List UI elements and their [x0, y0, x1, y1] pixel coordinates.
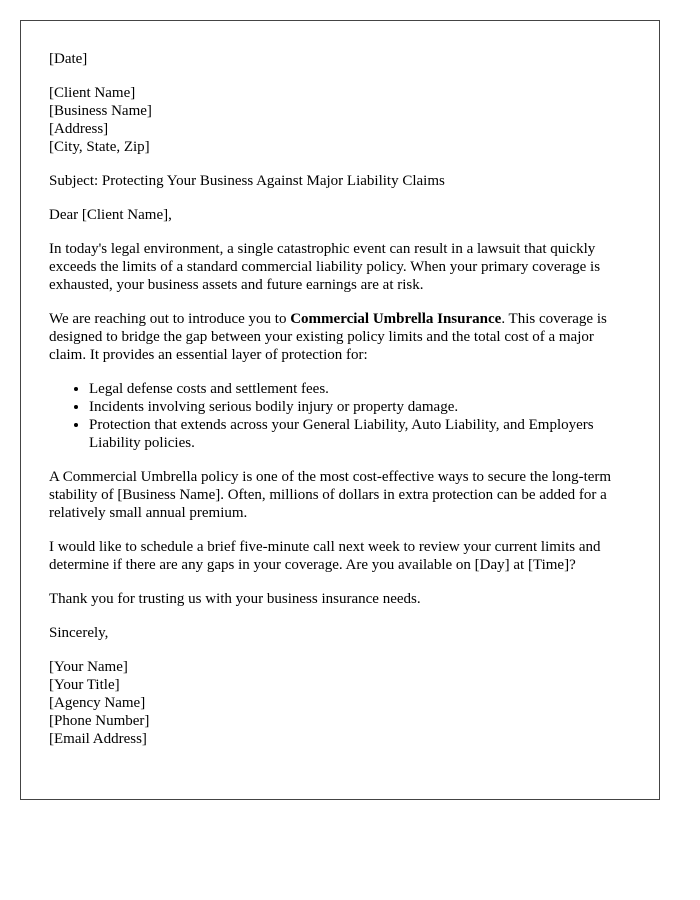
recipient-name: [Client Name] — [49, 85, 136, 101]
signature-name: [Your Name] — [49, 659, 128, 675]
recipient-address: [Address] — [49, 121, 109, 137]
paragraph-thanks: Thank you for trusting us with your business insurance needs. — [49, 591, 421, 607]
paragraph-product-after: . This coverage is designed to bridge the gap between your existing policy limits and the total cost of a major claim. It provides an essential layer of protection for: — [49, 311, 607, 363]
paragraph-intro: In today's legal environment, a single catastrophic event can result in a lawsuit that quickly exceeds the limits of a standard commercial liability policy. When your primary coverage is exhausted, your business assets and future earnings are at risk. — [49, 241, 601, 293]
list-item: • Incidents involving serious bodily injury or property damage. — [89, 398, 631, 416]
signature-title: [Your Title] — [49, 677, 120, 693]
date-line: [Date] — [49, 51, 88, 67]
paragraph-value: A Commercial Umbrella policy is one of the most cost-effective ways to secure the long-term stability of [Business Name]. Often, millions of dollars in extra protection can be added for a relatively small annual premium. — [49, 469, 612, 521]
signature-agency: [Agency Name] — [49, 695, 146, 711]
recipient-address-block — [49, 84, 631, 156]
coverage-list — [49, 380, 631, 452]
paragraph-product-before: We are reaching out to introduce you to — [49, 311, 291, 327]
product-name: Commercial Umbrella Insurance — [290, 311, 502, 327]
subject-line: Subject: Protecting Your Business Against Major Liability Claims — [49, 173, 445, 189]
recipient-business: [Business Name] — [49, 103, 152, 119]
letter-page — [20, 20, 660, 800]
salutation: Dear [Client Name], — [49, 207, 172, 223]
paragraph-product — [49, 310, 631, 364]
signature-block — [49, 658, 631, 748]
closing: Sincerely, — [49, 625, 109, 641]
paragraph-call-to-action: I would like to schedule a brief five-minute call next week to review your current limits and determine if there are any gaps in your coverage. Are you available on [Day] at [Time]? — [49, 539, 601, 573]
signature-email: [Email Address] — [49, 731, 147, 747]
list-item: • Protection that extends across your General Liability, Auto Liability, and Employers Liability policies. — [89, 416, 631, 452]
recipient-city-state-zip: [City, State, Zip] — [49, 139, 150, 155]
list-item: • Legal defense costs and settlement fees. — [89, 380, 631, 398]
signature-phone: [Phone Number] — [49, 713, 150, 729]
